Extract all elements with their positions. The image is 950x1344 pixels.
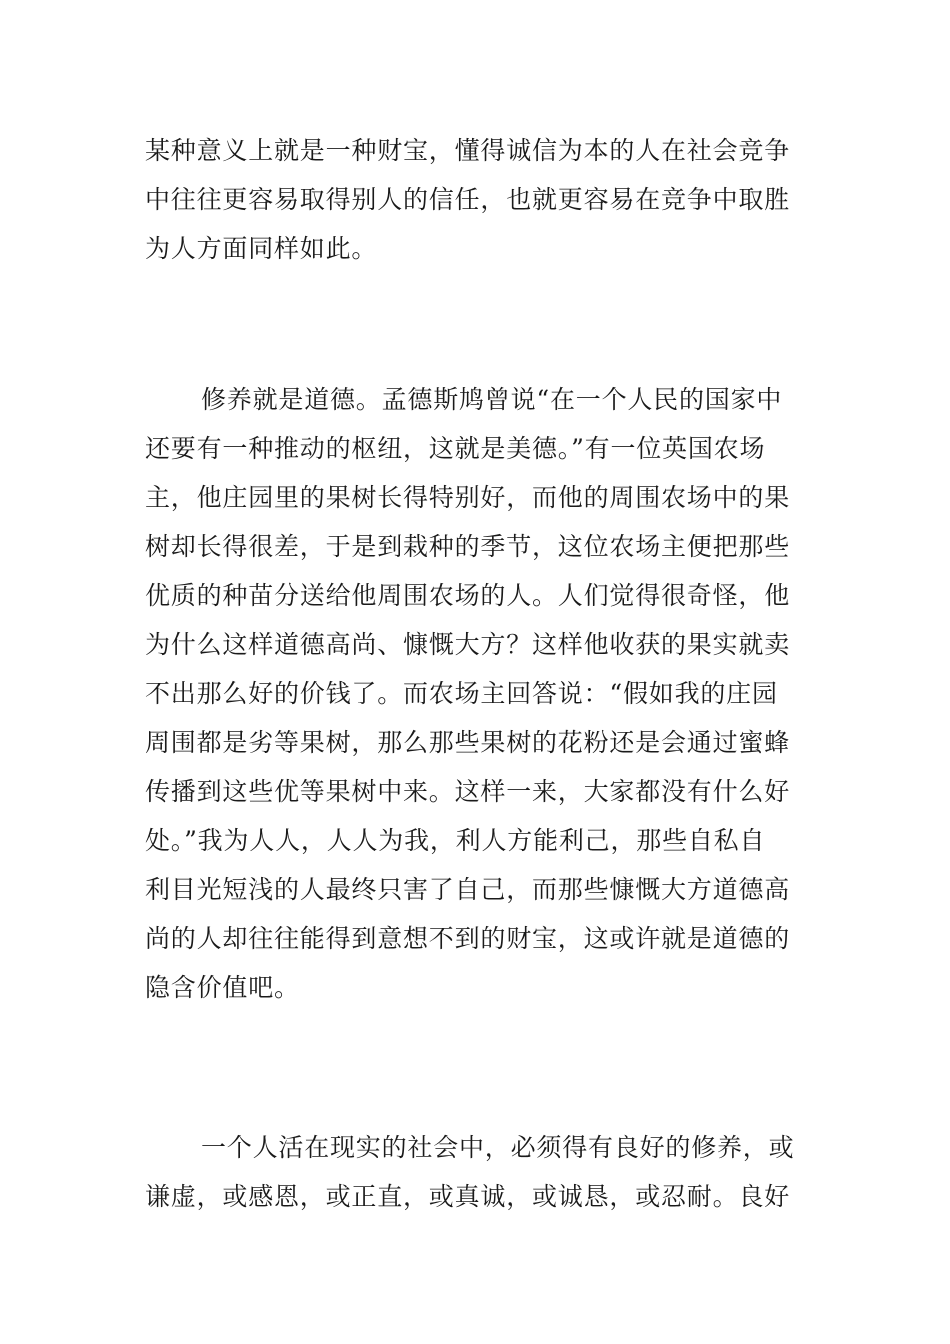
text-line: 树却长得很差，于是到栽种的季节，这位农场主便把那些 <box>145 532 791 561</box>
text-line: 利目光短浅的人最终只害了自己，而那些慷慨大方道德高 <box>145 875 791 904</box>
text-line: 周围都是劣等果树，那么那些果树的花粉还是会通过蜜蜂 <box>145 728 791 757</box>
text-line: 隐含价值吧。 <box>145 973 300 1002</box>
text-line: 某种意义上就是一种财宝，懂得诚信为本的人在社会竞争 <box>145 136 791 165</box>
text-line: 中往往更容易取得别人的信任，也就更容易在竞争中取胜 <box>145 185 791 214</box>
paragraph-2 <box>145 375 809 1012</box>
text-line: 还要有一种推动的枢纽，这就是美德。”有一位英国农场 <box>145 434 766 463</box>
text-line: 主，他庄园里的果树长得特别好，而他的周围农场中的果 <box>145 483 791 512</box>
text-line: 为人方面同样如此。 <box>145 234 378 263</box>
text-line: 修养就是道德。孟德斯鸠曾说“在一个人民的国家中 <box>201 385 783 414</box>
text-line: 为什么这样道德高尚、慷慨大方？这样他收获的果实就卖 <box>145 630 791 659</box>
text-line: 谦虚，或感恩，或正直，或真诚，或诚恳，或忍耐。良好 <box>145 1182 791 1211</box>
text-line: 一个人活在现实的社会中，必须得有良好的修养，或 <box>201 1133 795 1162</box>
text-line: 优质的种苗分送给他周围农场的人。人们觉得很奇怪，他 <box>145 581 791 610</box>
text-line: 处。”我为人人，人人为我，利人方能利己，那些自私自 <box>145 826 766 855</box>
paragraph-1 <box>145 126 809 273</box>
text-line: 不出那么好的价钱了。而农场主回答说：“假如我的庄园 <box>145 679 778 708</box>
text-line: 尚的人却往往能得到意想不到的财宝，这或许就是道德的 <box>145 924 791 953</box>
text-line: 传播到这些优等果树中来。这样一来，大家都没有什么好 <box>145 777 791 806</box>
paragraph-3 <box>145 1123 809 1221</box>
